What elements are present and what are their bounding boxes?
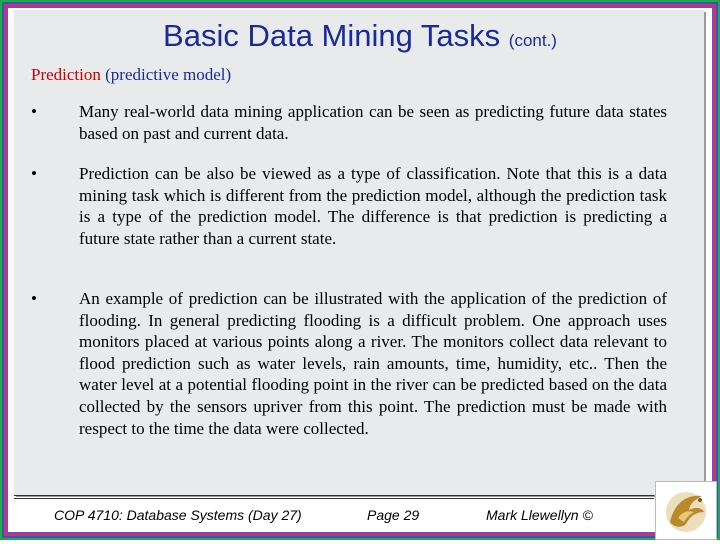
bullet-text: An example of prediction can be illustrated with the application of the prediction of flooding. In general predicting flooding is a difficult problem. One approach uses monitors placed at various points along a river. The monitors collect data relevant to flood prediction such as water levels, rain amounts, time, humidity, etc.. Then the water level at a potential flooding point in the river can be predicted based on the data collected by the sensors upriver from this point. The prediction must be made with respect to the time the data were collected.	[79, 289, 667, 438]
title-suffix: (cont.)	[508, 31, 557, 50]
bullet-symbol: •	[31, 289, 37, 308]
footer-divider	[14, 498, 654, 499]
title-main: Basic Data Mining Tasks	[163, 18, 501, 53]
subheading-rest: (predictive model)	[105, 65, 232, 84]
slide-title	[0, 17, 720, 60]
footer-author: Mark Llewellyn ©	[486, 507, 593, 523]
footer-divider	[14, 495, 654, 496]
bullet-text: Many real-world data mining application can be seen as predicting future data states based on past and current data.	[79, 102, 667, 143]
subheading-term: Prediction	[31, 65, 101, 84]
bullet-symbol: •	[31, 164, 37, 183]
ucf-pegasus-logo	[655, 481, 717, 540]
pegasus-icon	[656, 482, 716, 539]
bullet-symbol: •	[31, 102, 37, 121]
subheading	[31, 64, 231, 86]
footer-page-number: Page 29	[367, 507, 420, 523]
bullet-text: Prediction can be also be viewed as a type of classification. Note that this is a data mining task which is different from the prediction model, although the prediction task is a type of the prediction model. The difference is that prediction is predicting a future state rather than a current state.	[79, 164, 667, 248]
footer-course: COP 4710: Database Systems (Day 27)	[54, 507, 302, 523]
